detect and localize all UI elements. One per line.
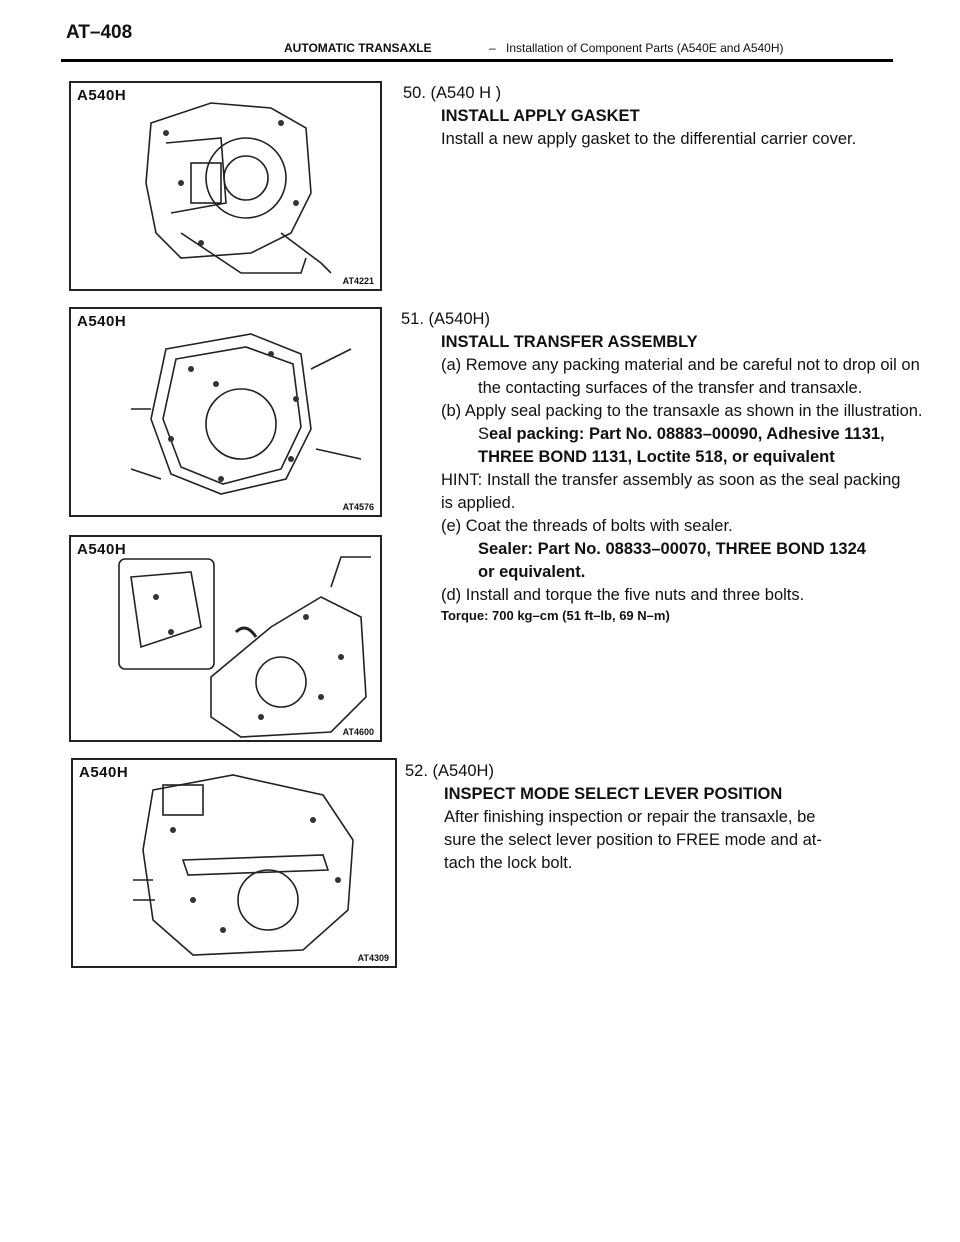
page-code: AT–408 [66, 22, 133, 43]
figure-transfer-install [69, 535, 382, 742]
figure-seal-packing [69, 307, 382, 517]
step-50-title: INSTALL APPLY GASKET [441, 107, 640, 125]
step-50-heading: 50. (A540 H ) [403, 84, 502, 102]
step-51-hint-line2: is applied. [441, 494, 516, 512]
step-51-a-line1: (a) Remove any packing material and be careful not to drop oil on [441, 356, 920, 374]
step-51-a-line2: the contacting surfaces of the transfer and transaxle. [478, 379, 863, 397]
seal-rest: eal packing: Part No. 08883–00090, Adhesive 1131, [489, 425, 885, 443]
step-51-b-line1: (b) Apply seal packing to the transaxle as shown in the illustration. [441, 402, 923, 420]
step-51-seal-line1 [478, 423, 885, 445]
step-51-seal-line2: THREE BOND 1131, Loctite 518, or equivalent [478, 448, 835, 466]
figure-code: AT4221 [342, 276, 374, 286]
step-52-title: INSPECT MODE SELECT LEVER POSITION [444, 785, 783, 803]
step-50-body: Install a new apply gasket to the differential carrier cover. [441, 130, 857, 148]
figure-code: AT4309 [357, 953, 389, 963]
transaxle-illustration [71, 83, 382, 291]
step-52-line2: sure the select lever position to FREE mode and at- [444, 831, 822, 849]
step-51-sealer-line2: or equivalent. [478, 563, 586, 581]
header-dash: – [489, 41, 496, 55]
step-51-e-line1: (e) Coat the threads of bolts with sealer. [441, 517, 733, 535]
step-51-torque: Torque: 700 kg–cm (51 ft–lb, 69 N–m) [441, 608, 670, 623]
figure-code: AT4600 [342, 727, 374, 737]
mode-lever-illustration [73, 760, 397, 968]
step-52-line3: tach the lock bolt. [444, 854, 573, 872]
figure-tag: A540H [77, 313, 127, 330]
figure-code: AT4576 [342, 502, 374, 512]
step-51-hint-line1: HINT: Install the transfer assembly as soon as the seal packing [441, 471, 901, 489]
seal-initial: S [478, 425, 490, 443]
step-51-heading: 51. (A540H) [401, 310, 490, 328]
figure-tag: A540H [77, 87, 127, 104]
header-rule [61, 59, 893, 62]
step-51-sealer-line1: Sealer: Part No. 08833–00070, THREE BOND 1324 [478, 540, 866, 558]
step-52-heading: 52. (A540H) [405, 762, 494, 780]
figure-tag: A540H [77, 541, 127, 558]
figure-tag: A540H [79, 764, 129, 781]
header-section: AUTOMATIC TRANSAXLE [284, 41, 432, 55]
step-52-line1: After finishing inspection or repair the transaxle, be [444, 808, 816, 826]
figure-transaxle-gasket [69, 81, 382, 291]
transfer-assembly-illustration [71, 537, 382, 742]
transaxle-seal-illustration [71, 309, 382, 517]
header-subsection: Installation of Component Parts (A540E and A540H) [506, 41, 784, 55]
step-51-d-line1: (d) Install and torque the five nuts and three bolts. [441, 586, 805, 604]
step-51-title: INSTALL TRANSFER ASSEMBLY [441, 333, 698, 351]
figure-mode-select-lever [71, 758, 397, 968]
